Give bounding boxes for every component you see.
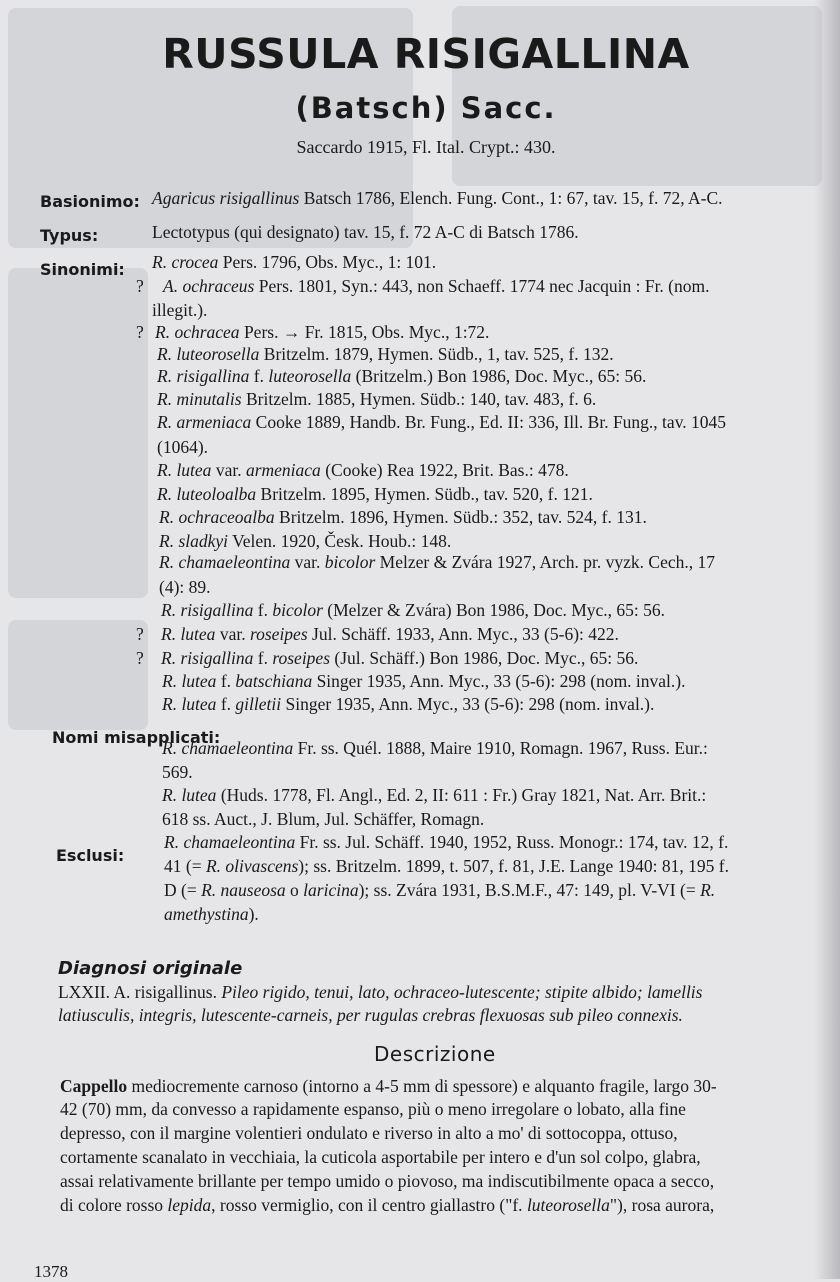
synonym-entry: R. luteoloalba Britzelm. 1895, Hymen. Südb., tav. 520, f. 121. (157, 484, 593, 504)
misapplied-continuation: 618 ss. Auct., J. Blum, Jul. Schäffer, Romagn. (162, 809, 485, 829)
description-line: assai relativamente brillante per tempo umido o piovoso, ma indiscutibilmente opaca a secco, (60, 1171, 715, 1191)
synonym-entry: R. lutea var. roseipes Jul. Schäff. 1933, Ann. Myc., 33 (5-6): 422. (161, 624, 619, 644)
basionimo-line: Agaricus risigallinus Batsch 1786, Elench. Fung. Cont., 1: 67, tav. 15, f. 72, A-C. (152, 188, 723, 208)
synonym-continuation: illegit.). (152, 300, 208, 320)
synonym-entry: R. sladkyi Velen. 1920, Česk. Houb.: 148. (159, 531, 452, 551)
excluded-entry: 41 (= R. olivascens); ss. Britzelm. 1899, t. 507, f. 81, J.E. Lange 1940: 81, 195 f. (164, 856, 729, 876)
excluded-entry: D (= R. nauseosa o laricina); ss. Zvára 1931, B.S.M.F., 47: 149, pl. V-VI (= R. (164, 880, 716, 900)
label-typus: Typus: (40, 226, 99, 245)
background-shape (8, 620, 148, 730)
synonym-entry: R. lutea var. armeniaca (Cooke) Rea 1922, Brit. Bas.: 478. (157, 460, 569, 480)
citation: Saccardo 1915, Fl. Ital. Crypt.: 430. (296, 137, 556, 157)
synonym-entry: R. chamaeleontina var. bicolor Melzer & Zvára 1927, Arch. pr. vyzk. Cech., 17 (159, 552, 715, 572)
synonym-entry: R. risigallina f. bicolor (Melzer & Zvára) Bon 1986, Doc. Myc., 65: 56. (161, 600, 666, 620)
synonym-entry: R. lutea f. gilletii Singer 1935, Ann. Myc., 33 (5-6): 298 (nom. inval.). (162, 694, 655, 714)
description-line: depresso, con il margine volentieri ondulato e riverso in alto a mo' di sottocoppa, ottuso, (60, 1123, 678, 1143)
diagnosi-heading: Diagnosi originale (58, 958, 243, 979)
synonym-entry: R. ochracea Pers. → Fr. 1815, Obs. Myc., 1:72. (155, 322, 490, 342)
label-nomi-misapplicati: Nomi misapplicati: (52, 728, 221, 747)
description-line: di colore rosso lepida, rosso vermiglio, con il centro giallastro ("f. luteorosella"), rosa aurora, (60, 1195, 715, 1215)
background-shape (8, 268, 148, 598)
synonym-entry: R. luteorosella Britzelm. 1879, Hymen. Südb., 1, tav. 525, f. 132. (157, 344, 614, 364)
page-edge-shadow (814, 0, 840, 1279)
uncertain-mark: ? (136, 648, 144, 668)
synonym-entry: R. minutalis Britzelm. 1885, Hymen. Südb.: 140, tav. 483, f. 6. (157, 389, 597, 409)
page-title: RUSSULA RISIGALLINA (162, 30, 690, 78)
uncertain-mark: ? (136, 624, 144, 644)
species-authority: (Batsch) Sacc. (295, 91, 557, 125)
uncertain-mark: ? (136, 276, 144, 296)
label-basionimo: Basionimo: (40, 192, 140, 211)
synonym-entry: A. ochraceus Pers. 1801, Syn.: 443, non Schaeff. 1774 nec Jacquin : Fr. (nom. (163, 276, 710, 296)
description-line: Cappello mediocremente carnoso (intorno a 4-5 mm di spessore) e alquanto fragile, largo 30- (60, 1076, 717, 1096)
misapplied-entry: R. chamaeleontina Fr. ss. Quél. 1888, Maire 1910, Romagn. 1967, Russ. Eur.: (162, 738, 708, 758)
misapplied-continuation: 569. (162, 762, 193, 782)
synonym-entry: R. crocea Pers. 1796, Obs. Myc., 1: 101. (152, 252, 437, 272)
page-number: 1378 (34, 1262, 68, 1281)
label-esclusi: Esclusi: (56, 846, 125, 865)
excluded-entry: amethystina). (164, 904, 259, 924)
synonym-entry: R. armeniaca Cooke 1889, Handb. Br. Fung., Ed. II: 336, Ill. Br. Fung., tav. 1045 (157, 412, 727, 432)
label-sinonimi: Sinonimi: (40, 260, 125, 279)
misapplied-entry: R. lutea (Huds. 1778, Fl. Angl., Ed. 2, II: 611 : Fr.) Gray 1821, Nat. Arr. Brit.: (162, 785, 707, 805)
diagnosi-line: LXXII. A. risigallinus. Pileo rigido, tenui, lato, ochraceo-lutescente; stipite albido; lamellis (58, 982, 703, 1002)
synonym-entry: R. lutea f. batschiana Singer 1935, Ann. Myc., 33 (5-6): 298 (nom. inval.). (162, 671, 686, 691)
synonym-entry: R. ochraceoalba Britzelm. 1896, Hymen. Südb.: 352, tav. 524, f. 131. (159, 507, 647, 527)
excluded-entry: R. chamaeleontina Fr. ss. Jul. Schäff. 1940, 1952, Russ. Monogr.: 174, tav. 12, f. (164, 832, 729, 852)
description-line: 42 (70) mm, da convesso a rapidamente espanso, più o meno irregolare o lobato, alla fine (60, 1099, 686, 1119)
typus-line: Lectotypus (qui designato) tav. 15, f. 72 A-C di Batsch 1786. (152, 222, 579, 242)
synonym-continuation: (4): 89. (159, 577, 211, 597)
description-line: cortamente scanalato in vecchiaia, la cuticola asportabile per intero e d'un sol colpo, glabra, (60, 1147, 701, 1167)
synonym-entry: R. risigallina f. luteorosella (Britzelm.) Bon 1986, Doc. Myc., 65: 56. (157, 366, 647, 386)
uncertain-mark: ? (136, 322, 144, 342)
diagnosi-line: latiusculis, integris, lutescente-carneis, per rugulas crebras flexuosas sub pileo connexis. (58, 1005, 683, 1025)
synonym-continuation: (1064). (157, 437, 209, 457)
synonym-entry: R. risigallina f. roseipes (Jul. Schäff.) Bon 1986, Doc. Myc., 65: 56. (161, 648, 639, 668)
descrizione-heading: Descrizione (374, 1042, 496, 1066)
